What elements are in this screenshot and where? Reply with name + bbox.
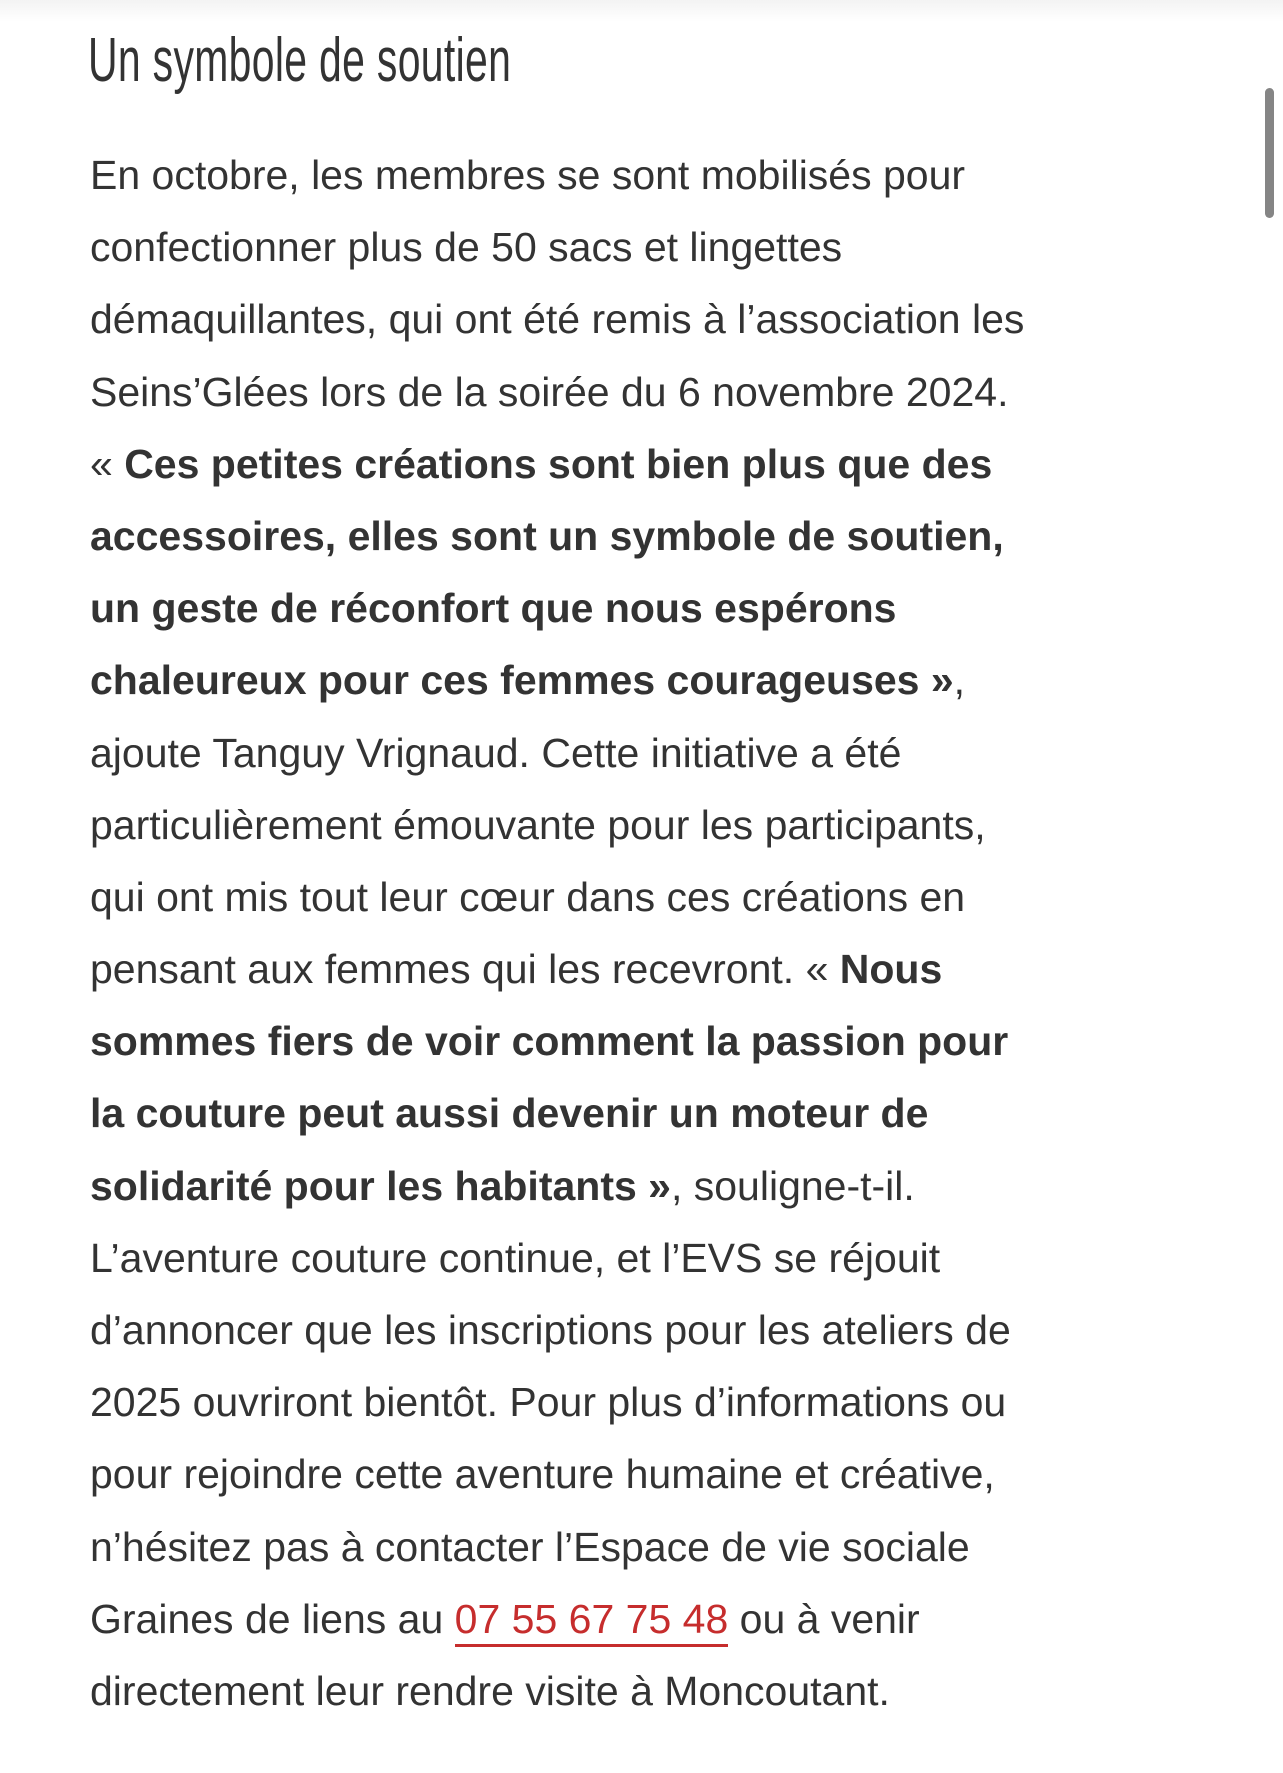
text-segment: n’hésitez pas à contacter l’Espace de vie sociale	[90, 1523, 970, 1570]
text-segment: qui ont mis tout leur cœur dans ces créations en	[90, 873, 966, 920]
text-line	[90, 868, 1250, 940]
text-segment: 2025 ouvriront bientôt. Pour plus d’informations ou	[90, 1379, 1007, 1426]
text-line	[90, 363, 1250, 435]
text-segment: , souligne-t-il.	[670, 1162, 915, 1209]
text-line	[90, 724, 1250, 796]
quote-text: chaleureux pour ces femmes courageuses »	[90, 657, 954, 704]
quote-text: accessoires, elles sont un symbole de soutien,	[90, 512, 1004, 559]
text-line	[90, 146, 1250, 218]
text-segment: pour rejoindre cette aventure humaine et créative,	[90, 1451, 995, 1498]
text-segment: particulièrement émouvante pour les participants,	[90, 801, 986, 848]
text-segment: directement leur rendre visite à Moncoutant.	[90, 1667, 890, 1714]
quote-text: un geste de réconfort que nous espérons	[90, 585, 897, 632]
quote-line	[90, 1084, 1250, 1156]
quote-text: solidarité pour les habitants »	[90, 1162, 671, 1209]
text-segment: confectionner plus de 50 sacs et lingettes	[90, 224, 843, 271]
text-segment: démaquillantes, qui ont été remis à l’association les	[90, 296, 1025, 343]
top-edge-shadow	[0, 0, 1283, 22]
quote-line	[90, 1157, 1250, 1229]
quote-line	[90, 651, 1250, 723]
text-line	[90, 1373, 1250, 1445]
quote-line	[90, 435, 1250, 507]
text-segment: ,	[953, 657, 966, 704]
text-segment: ou à venir	[728, 1595, 920, 1642]
article-body	[90, 146, 1250, 1734]
text-line	[90, 1445, 1250, 1517]
text-line	[90, 1590, 1250, 1662]
quote-line	[90, 1012, 1250, 1084]
text-line	[90, 290, 1250, 362]
section-heading: Un symbole de soutien	[88, 26, 512, 95]
text-segment: Seins’Glées lors de la soirée du 6 novembre 2024.	[90, 368, 1009, 415]
text-line	[90, 1662, 1250, 1734]
text-line	[90, 1301, 1250, 1373]
quote-text: Ces petites créations sont bien plus que des	[124, 440, 993, 487]
text-segment: L’aventure couture continue, et l’EVS se réjouit	[90, 1234, 941, 1281]
text-segment: Graines de liens au	[90, 1595, 455, 1642]
quote-text: sommes fiers de voir comment la passion pour	[90, 1018, 1009, 1065]
text-line	[90, 218, 1250, 290]
text-segment: ajoute Tanguy Vrignaud. Cette initiative a été	[90, 729, 902, 776]
quote-text: la couture peut aussi devenir un moteur de	[90, 1090, 929, 1137]
quote-line	[90, 507, 1250, 579]
text-segment: En octobre, les membres se sont mobilisés pour	[90, 152, 966, 198]
text-segment: d’annoncer que les inscriptions pour les ateliers de	[90, 1307, 1011, 1353]
quote-text: Nous	[839, 946, 943, 993]
text-line	[90, 796, 1250, 868]
text-segment: pensant aux femmes qui les recevront. «	[90, 946, 840, 993]
phone-link[interactable]: 07 55 67 75 48	[455, 1596, 729, 1647]
quote-line	[90, 579, 1250, 651]
text-line	[90, 1229, 1250, 1301]
open-quote-mark: «	[90, 440, 125, 487]
text-line	[90, 940, 1250, 1012]
scrollbar-thumb[interactable]	[1265, 88, 1274, 218]
text-line	[90, 1518, 1250, 1590]
